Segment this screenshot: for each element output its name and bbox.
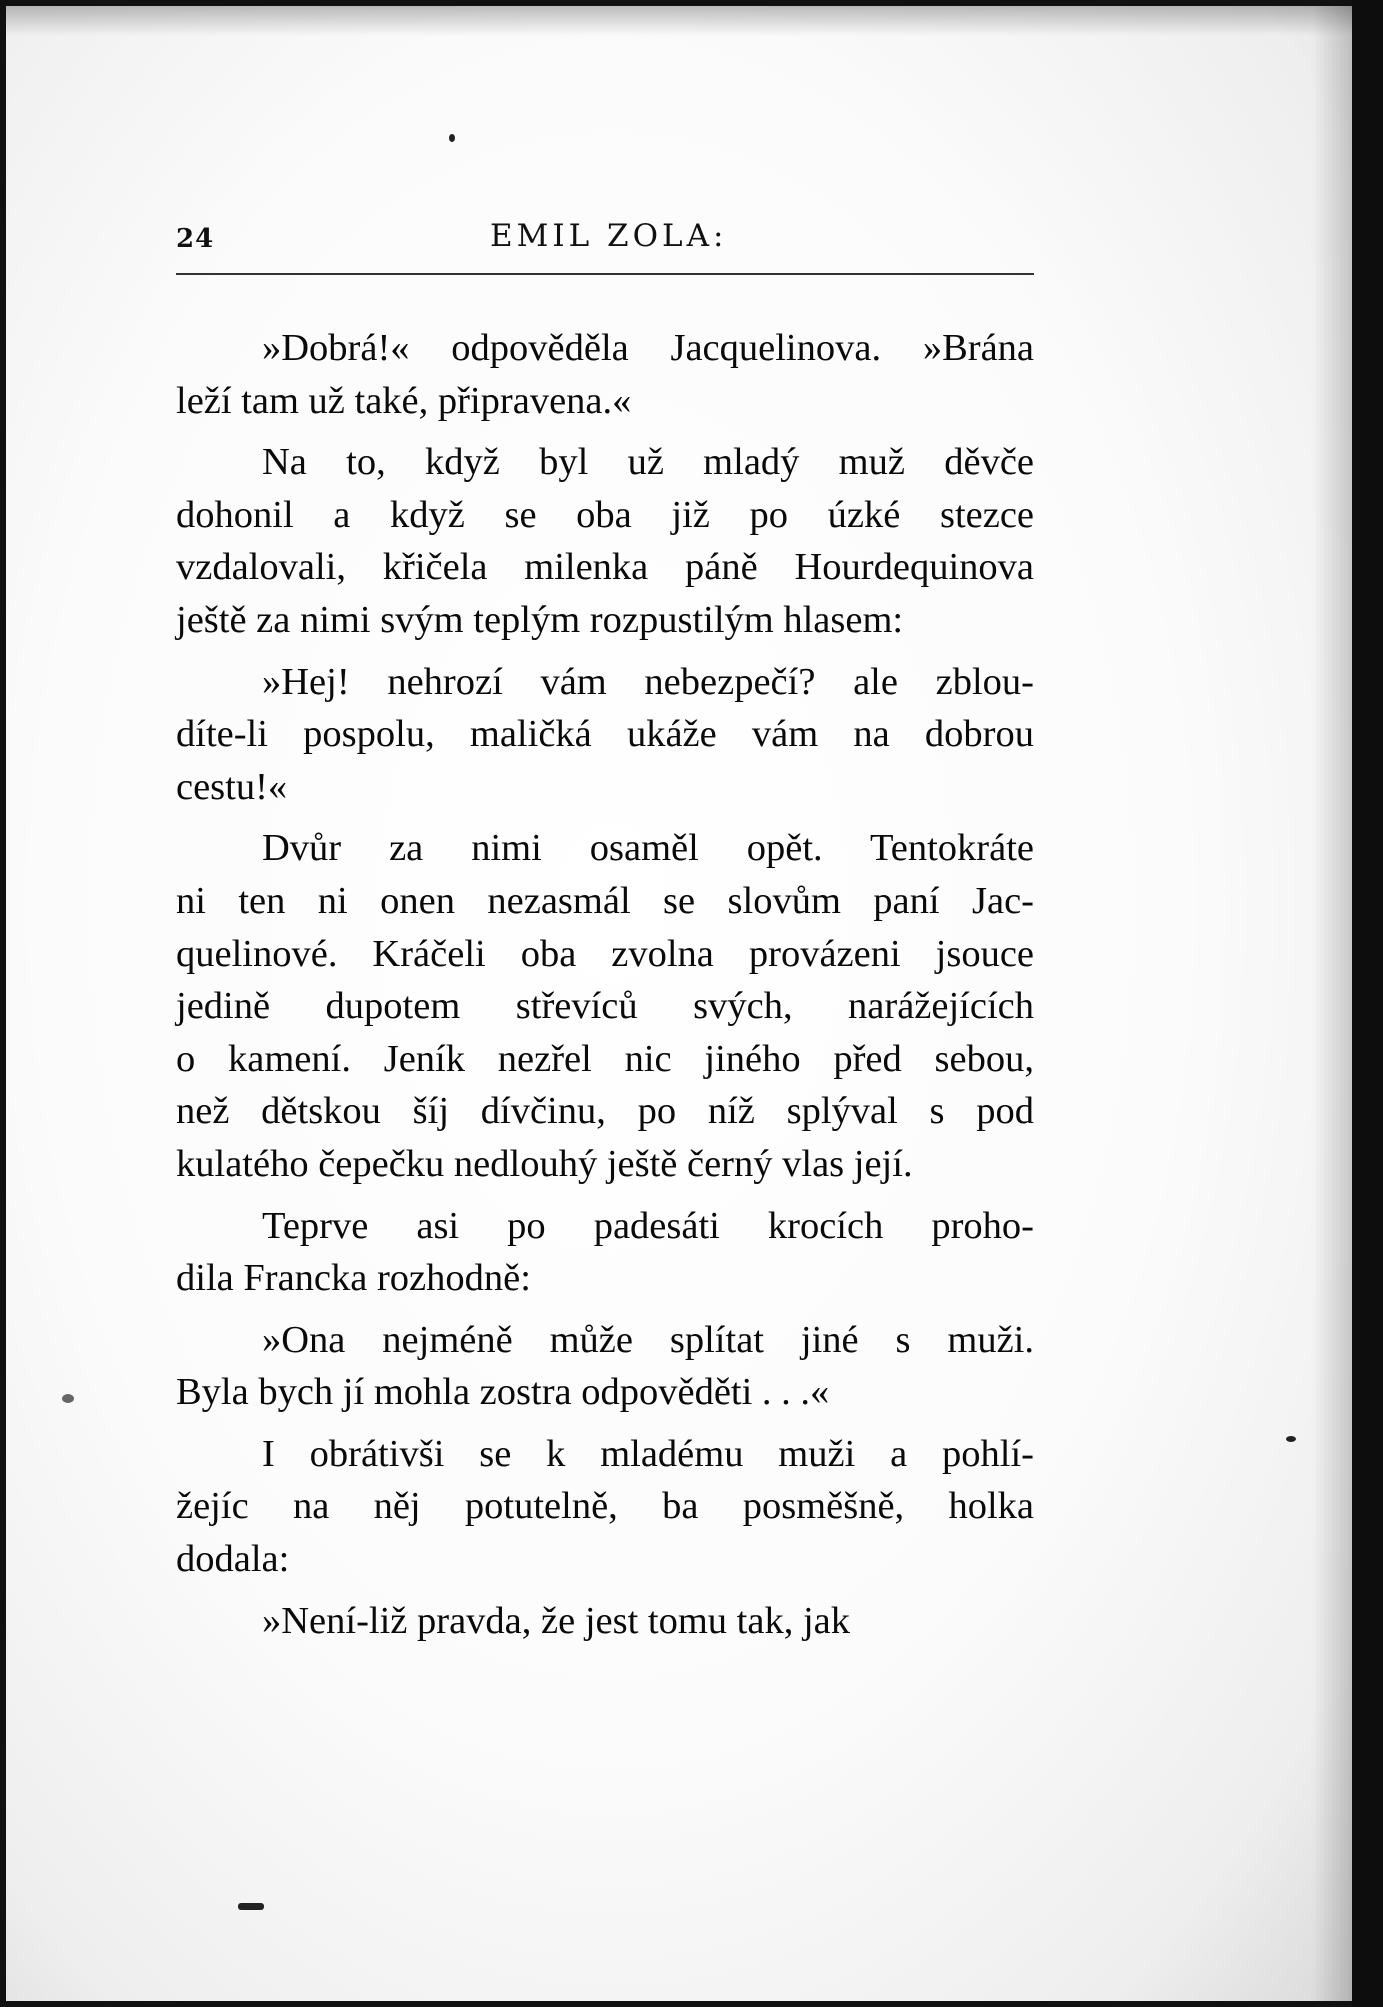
paragraph-gap <box>176 647 1034 656</box>
text-line: cestu!« <box>176 765 288 808</box>
paragraph-gap <box>176 1419 1034 1428</box>
text-line: ještě za nimi svým teplým rozpustilým hlasem: <box>176 598 904 641</box>
text-line: Na to, když byl už mladý muž děvče <box>262 441 1034 484</box>
ink-speck <box>62 1394 74 1403</box>
text-line: ni ten ni onen nezasmál se slovům paní Jac- <box>176 879 1034 922</box>
text-line: jedině dupotem střevíců svých, narážejících <box>176 985 1034 1028</box>
running-head-title: EMIL ZOLA: <box>490 218 728 254</box>
text-line: díte-li pospolu, maličká ukáže vám na dobrou <box>176 713 1034 756</box>
text-line: quelinové. Kráčeli oba zvolna provázeni jsouce <box>176 932 1034 975</box>
text-line: vzdalovali, křičela milenka páně Hourdequinova <box>176 546 1034 589</box>
paragraph <box>176 1200 1034 1305</box>
paragraph <box>176 656 1034 814</box>
text-line: I obrátivši se k mladému muži a pohlí- <box>262 1432 1034 1475</box>
ink-speck <box>1286 1436 1296 1442</box>
paragraph-gap <box>176 1191 1034 1200</box>
text-line: Dvůr za nimi osaměl opět. Tentokráte <box>262 827 1034 870</box>
text-line: »Hej! nehrozí vám nebezpečí? ale zblou- <box>262 660 1034 703</box>
paragraph <box>176 1428 1034 1586</box>
page-top-shadow <box>6 6 1352 36</box>
text-line: než dětskou šíj dívčinu, po níž splýval s pod <box>176 1090 1034 1133</box>
ink-speck <box>238 1903 264 1910</box>
text-line: o kamení. Jeník nezřel nic jiného před sebou, <box>176 1037 1034 1080</box>
running-head <box>176 218 1034 264</box>
paragraph-gap <box>176 427 1034 436</box>
book-binding-edge <box>1352 0 1383 2007</box>
text-line: »Dobrá!« odpověděla Jacquelinova. »Brána <box>262 327 1034 369</box>
paragraph <box>176 1595 1034 1648</box>
paragraph-gap <box>176 1305 1034 1314</box>
paragraph-gap <box>176 813 1034 822</box>
paragraph-gap <box>176 1586 1034 1595</box>
page-number: 24 <box>176 224 215 254</box>
text-line: dohonil a když se oba již po úzké stezce <box>176 493 1034 536</box>
text-line: Teprve asi po padesáti krocích proho- <box>262 1204 1034 1247</box>
text-line: »Ona nejméně může splítat jiné s muži. <box>262 1318 1034 1361</box>
page-right-shadow <box>1312 6 1352 2001</box>
paragraph <box>176 822 1034 1190</box>
body-text <box>176 322 1034 1647</box>
paragraph <box>176 322 1034 427</box>
paragraph <box>176 1314 1034 1419</box>
text-line: kulatého čepečku nedlouhý ještě černý vlas její. <box>176 1142 913 1185</box>
text-line: žejíc na něj potutelně, ba posměšně, holka <box>176 1485 1034 1528</box>
header-rule <box>176 273 1034 275</box>
text-line: dodala: <box>176 1538 290 1581</box>
text-line: leží tam už také, připravena.« <box>176 379 632 422</box>
text-line: dila Francka rozhodně: <box>176 1257 531 1300</box>
ink-speck <box>449 134 455 142</box>
paragraph <box>176 436 1034 646</box>
text-line: »Není-liž pravda, že jest tomu tak, jak <box>262 1599 850 1642</box>
text-line: Byla bych jí mohla zostra odpověděti . . .« <box>176 1371 830 1414</box>
